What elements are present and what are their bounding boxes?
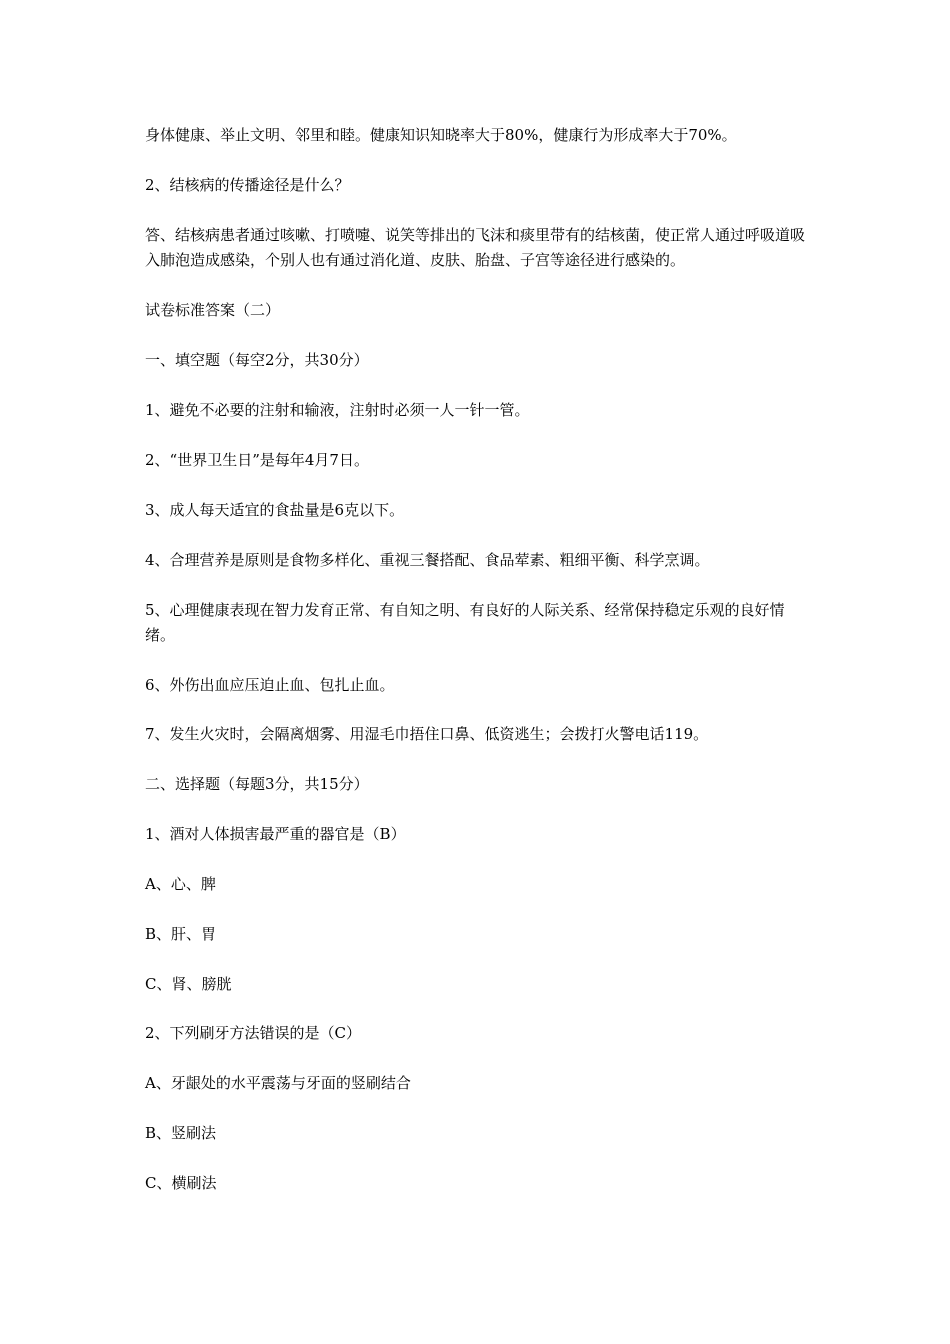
choice-q2-option-b: B、竖刷法 (145, 1124, 217, 1142)
question-tb-transmission: 2、结核病的传播途径是什么？ (145, 176, 350, 194)
choice-question-1: 1、酒对人体损害最严重的器官是（B） (145, 825, 406, 843)
answer-key-title: 试卷标准答案（二） (145, 301, 281, 319)
choice-q2-option-c: C、横刷法 (145, 1174, 217, 1192)
fill-answer-5: 5、心理健康表现在智力发育正常、有自知之明、有良好的人际关系、经常保持稳定乐观的良好情绪。 (145, 601, 785, 644)
fill-answer-4: 4、合理营养是原则是食物多样化、重视三餐搭配、食品荤素、粗细平衡、科学烹调。 (145, 551, 710, 569)
fill-answer-6: 6、外伤出血应压迫止血、包扎止血。 (145, 676, 395, 694)
fill-answer-7: 7、发生火灾时，会隔离烟雾、用湿毛巾捂住口鼻、低资逃生；会拨打火警电话119。 (145, 725, 709, 743)
paragraph-health-rates: 身体健康、举止文明、邻里和睦。健康知识知晓率大于80%，健康行为形成率大于70%。 (145, 126, 737, 144)
fill-answer-1: 1、避免不必要的注射和输液，注射时必须一人一针一管。 (145, 401, 530, 419)
choice-question-2: 2、下列刷牙方法错误的是（C） (145, 1024, 362, 1042)
choice-q2-option-a: A、牙龈处的水平震荡与牙面的竖刷结合 (145, 1074, 411, 1092)
fill-answer-2: 2、“世界卫生日”是每年4月7日。 (145, 451, 369, 469)
section-fill-in-blank: 一、填空题（每空2分，共30分） (145, 351, 369, 369)
answer-tb-transmission: 答、结核病患者通过咳嗽、打喷嚏、说笑等排出的飞沫和痰里带有的结核菌，使正常人通过呼吸道吸入肺泡造成感染，个别人也有通过消化道、皮肤、胎盘、子宫等途径进行感染的。 (145, 226, 806, 269)
choice-q1-option-b: B、肝、胃 (145, 925, 217, 943)
fill-answer-3: 3、成人每天适宜的食盐量是6克以下。 (145, 501, 405, 519)
choice-q1-option-a: A、心、脾 (145, 875, 216, 893)
section-multiple-choice: 二、选择题（每题3分，共15分） (145, 775, 369, 793)
choice-q1-option-c: C、肾、膀胱 (145, 975, 232, 993)
